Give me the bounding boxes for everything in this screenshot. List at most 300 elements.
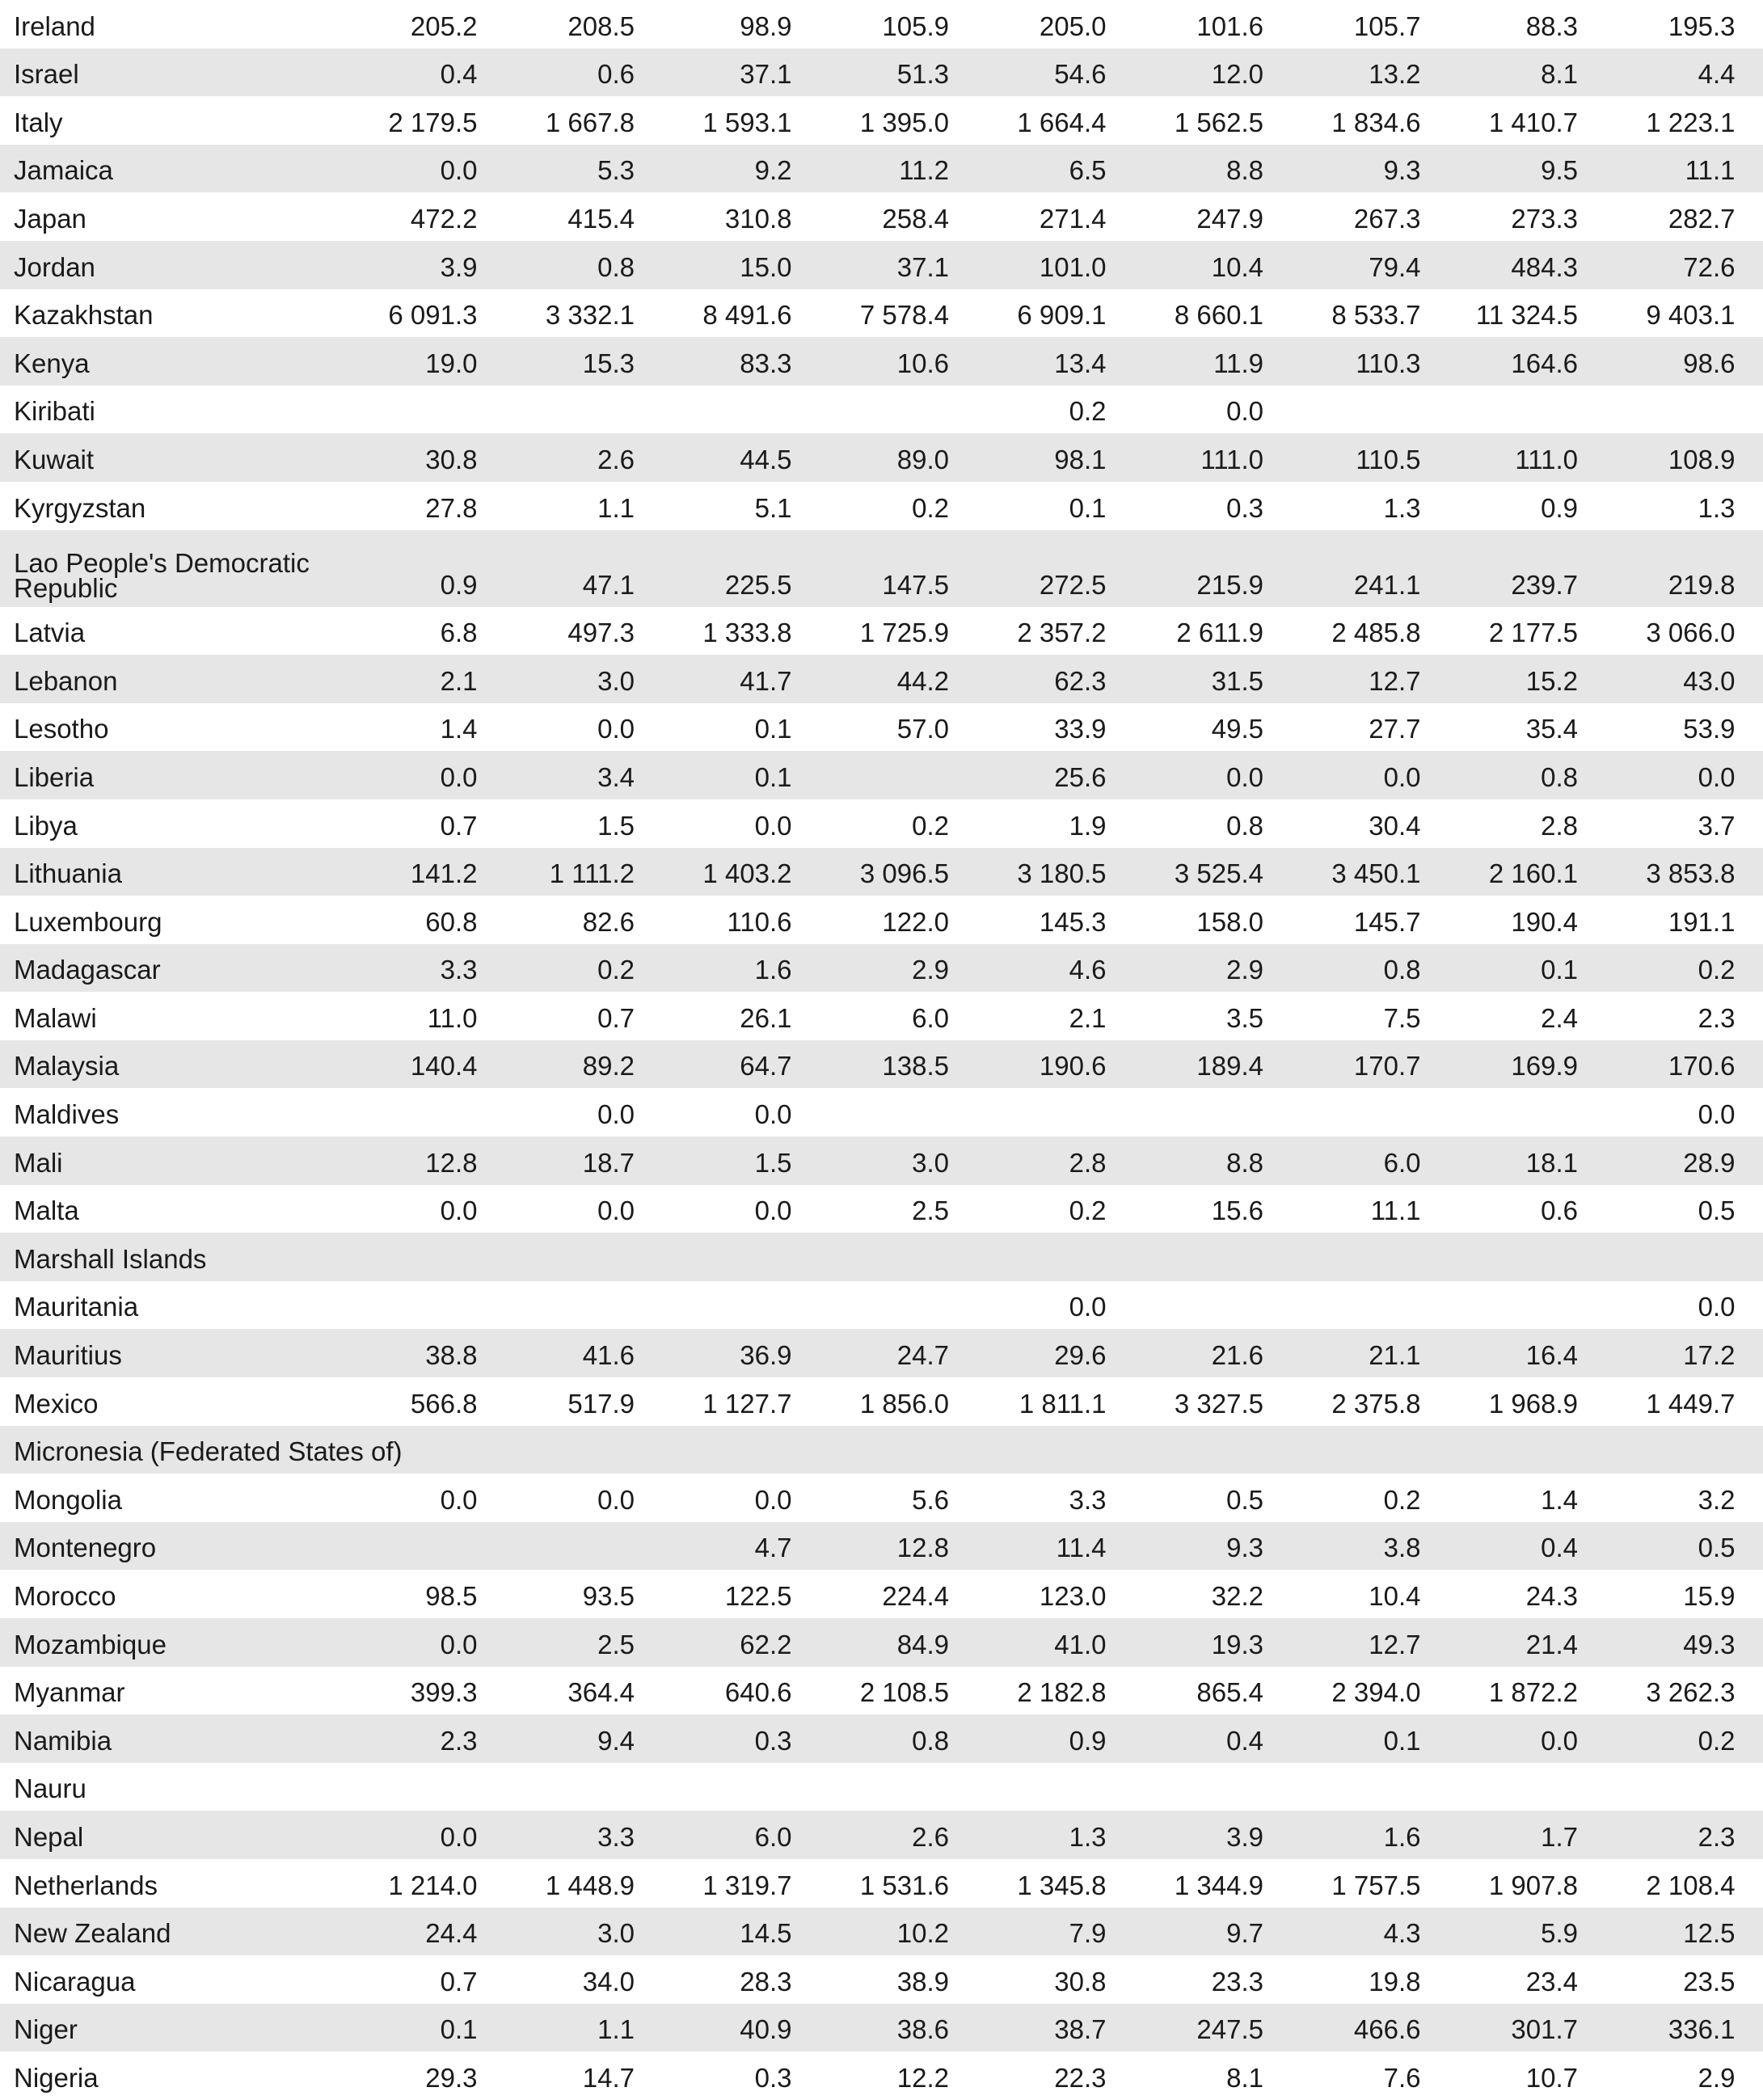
country-cell: Malawi (14, 1002, 97, 1033)
value-cell: 9.2 (754, 155, 792, 186)
value-cell: 640.6 (724, 1677, 792, 1708)
country-cell: Lithuania (14, 858, 122, 889)
value-cell: 219.8 (1668, 569, 1736, 600)
value-cell (1589, 1466, 1747, 1474)
value-cell: 0.4 (1541, 1533, 1578, 1563)
value-cell (646, 1803, 803, 1811)
value-cell: 1 834.6 (1331, 107, 1421, 137)
value-cell: 0.2 (1069, 396, 1107, 427)
value-cell: 8 660.1 (1174, 300, 1263, 331)
value-cell: 0.0 (754, 1195, 792, 1226)
table-row (0, 433, 1763, 482)
value-cell (1118, 1322, 1276, 1329)
value-cell: 15.0 (740, 251, 792, 282)
value-cell: 0.0 (1226, 396, 1263, 427)
value-cell: 30.4 (1369, 810, 1421, 841)
table-row (0, 1763, 1763, 1811)
value-cell: 22.3 (1054, 2062, 1107, 2093)
table-row (0, 1522, 1763, 1571)
value-cell: 18.7 (582, 1147, 635, 1178)
value-cell: 5.1 (754, 492, 792, 523)
table-row (0, 1811, 1763, 1859)
value-cell: 9.4 (597, 1725, 635, 1756)
value-cell: 3.4 (597, 761, 635, 792)
value-cell: 1 319.7 (702, 1870, 792, 1900)
value-cell: 31.5 (1211, 665, 1263, 696)
value-cell: 5.3 (597, 155, 635, 186)
value-cell (960, 1129, 1118, 1136)
value-cell: 11.9 (1213, 348, 1263, 378)
value-cell: 271.4 (1039, 203, 1107, 234)
value-cell: 140.4 (410, 1051, 478, 1082)
country-cell: Nauru (14, 1773, 86, 1804)
value-cell: 3 525.4 (1174, 858, 1263, 889)
value-cell (1118, 1274, 1276, 1281)
value-cell: 1.3 (1069, 1821, 1107, 1852)
table-row (0, 1329, 1763, 1377)
value-cell: 1.5 (597, 810, 635, 841)
value-cell: 0.3 (754, 1725, 792, 1756)
value-cell: 14.7 (582, 2062, 635, 2093)
value-cell: 8.1 (1226, 2062, 1263, 2093)
value-cell: 38.9 (896, 1966, 949, 1997)
value-cell: 0.2 (912, 492, 949, 523)
value-cell: 2.8 (1541, 810, 1578, 841)
value-cell: 205.0 (1039, 11, 1107, 41)
value-cell (489, 1274, 647, 1281)
table-row (0, 289, 1763, 338)
value-cell: 241.1 (1353, 569, 1421, 600)
value-cell: 32.2 (1211, 1581, 1263, 1611)
value-cell: 110.6 (727, 906, 792, 937)
value-cell: 0.1 (1541, 955, 1578, 985)
value-cell: 12.7 (1369, 1629, 1421, 1659)
value-cell: 0.0 (1698, 761, 1736, 792)
value-cell: 2.3 (440, 1725, 478, 1756)
value-cell (960, 1466, 1118, 1474)
value-cell: 57.0 (896, 714, 949, 744)
table-row (0, 992, 1763, 1040)
table-row (0, 241, 1763, 289)
value-cell: 28.3 (740, 1966, 792, 1997)
value-cell: 301.7 (1511, 2014, 1578, 2045)
value-cell: 1 968.9 (1488, 1388, 1578, 1419)
value-cell: 310.8 (724, 203, 792, 234)
country-cell: Kuwait (14, 444, 95, 474)
value-cell: 1 872.2 (1488, 1677, 1578, 1708)
value-cell: 8 491.6 (702, 300, 792, 331)
value-cell: 0.7 (597, 1002, 635, 1033)
value-cell: 11.0 (427, 1002, 478, 1033)
value-cell: 105.7 (1353, 11, 1421, 41)
value-cell: 10.4 (1369, 1581, 1421, 1611)
value-cell: 1 410.7 (1488, 107, 1578, 137)
table-row (0, 2052, 1763, 2100)
value-cell: 19.0 (425, 348, 478, 378)
value-cell: 24.7 (896, 1340, 949, 1371)
value-cell: 33.9 (1054, 714, 1107, 744)
value-cell: 105.9 (882, 11, 949, 41)
value-cell (646, 1274, 803, 1281)
value-cell: 3 066.0 (1646, 618, 1736, 648)
table-row (0, 944, 1763, 993)
value-cell: 3.0 (912, 1147, 949, 1178)
value-cell: 6.0 (1383, 1147, 1421, 1178)
table-row (0, 1088, 1763, 1136)
value-cell: 0.2 (1383, 1484, 1421, 1515)
value-cell: 38.6 (896, 2014, 949, 2045)
table-row (0, 1859, 1763, 1908)
table-row (0, 1955, 1763, 2004)
value-cell: 415.4 (567, 203, 635, 234)
value-cell: 1 333.8 (702, 618, 792, 648)
value-cell: 190.6 (1039, 1051, 1107, 1082)
country-cell: Malta (14, 1195, 79, 1226)
country-cell: Israel (14, 59, 79, 90)
value-cell: 472.2 (410, 203, 478, 234)
value-cell: 0.7 (440, 810, 478, 841)
value-cell: 0.0 (754, 1484, 792, 1515)
value-cell: 49.5 (1211, 714, 1263, 744)
value-cell: 0.8 (912, 1725, 949, 1756)
table-row (0, 1474, 1763, 1522)
value-cell: 1.3 (1698, 492, 1736, 523)
value-cell: 1 403.2 (702, 858, 792, 889)
value-cell: 6.0 (912, 1002, 949, 1033)
value-cell: 30.8 (1054, 1966, 1107, 1997)
value-cell: 1.1 (597, 492, 635, 523)
value-cell: 111.0 (1515, 444, 1578, 474)
value-cell: 83.3 (740, 348, 792, 378)
value-cell: 12.8 (425, 1147, 478, 1178)
value-cell: 16.4 (1525, 1340, 1578, 1371)
value-cell: 1 562.5 (1174, 107, 1263, 137)
table-row (0, 655, 1763, 703)
value-cell: 0.3 (1226, 492, 1263, 523)
value-cell: 2 108.4 (1646, 1870, 1736, 1900)
value-cell (803, 426, 961, 433)
value-cell: 1 664.4 (1017, 107, 1107, 137)
value-cell: 7 578.4 (859, 300, 949, 331)
country-cell: Ireland (14, 11, 95, 41)
value-cell: 0.0 (1069, 1292, 1107, 1322)
value-cell: 190.4 (1511, 906, 1578, 937)
value-cell: 205.2 (410, 11, 478, 41)
value-cell: 34.0 (582, 1966, 635, 1997)
value-cell (1275, 1129, 1432, 1136)
value-cell: 21.6 (1211, 1340, 1263, 1371)
value-cell: 5.6 (912, 1484, 949, 1515)
value-cell: 1 395.0 (859, 107, 949, 137)
value-cell: 47.1 (582, 569, 635, 600)
value-cell: 0.0 (754, 1099, 792, 1130)
value-cell: 1 449.7 (1646, 1388, 1736, 1419)
country-cell: Jordan (14, 251, 95, 282)
country-cell: Lesotho (14, 714, 109, 744)
country-cell: Japan (14, 203, 86, 234)
table-row (0, 799, 1763, 848)
value-cell: 7.6 (1383, 2062, 1421, 2093)
value-cell (1589, 426, 1747, 433)
value-cell: 11.2 (899, 155, 949, 186)
value-cell: 1 757.5 (1331, 1870, 1421, 1900)
value-cell: 3.3 (1069, 1484, 1107, 1515)
value-cell: 2 108.5 (859, 1677, 949, 1708)
country-cell: Marshall Islands (14, 1243, 207, 1274)
value-cell: 3.3 (440, 955, 478, 985)
value-cell: 29.3 (425, 2062, 478, 2093)
value-cell (489, 1322, 647, 1329)
value-cell: 141.2 (410, 858, 478, 889)
value-cell: 399.3 (410, 1677, 478, 1708)
value-cell (803, 1129, 961, 1136)
value-cell: 0.0 (754, 810, 792, 841)
country-cell: Italy (14, 107, 63, 137)
value-cell: 15.6 (1211, 1195, 1263, 1226)
value-cell: 0.8 (1226, 810, 1263, 841)
value-cell: 2 177.5 (1488, 618, 1578, 648)
country-cell: Mali (14, 1147, 63, 1178)
value-cell: 98.1 (1054, 444, 1107, 474)
value-cell: 208.5 (567, 11, 635, 41)
value-cell: 466.6 (1353, 2014, 1421, 2045)
value-cell: 2.1 (1069, 1002, 1107, 1033)
value-cell: 1 214.0 (388, 1870, 478, 1900)
value-cell: 23.3 (1211, 1966, 1263, 1997)
value-cell: 865.4 (1196, 1677, 1263, 1708)
country-cell: Lao People's Democratic Republic (14, 547, 310, 603)
value-cell: 1.1 (597, 2014, 635, 2045)
value-cell: 35.4 (1525, 714, 1578, 744)
value-cell: 0.1 (1383, 1725, 1421, 1756)
country-cell: Myanmar (14, 1677, 125, 1708)
value-cell: 0.2 (1698, 1725, 1736, 1756)
value-cell: 37.1 (896, 251, 949, 282)
table-row (0, 2004, 1763, 2052)
value-cell: 517.9 (567, 1388, 635, 1419)
value-cell: 10.7 (1525, 2062, 1578, 2093)
value-cell: 11.1 (1370, 1195, 1421, 1226)
value-cell: 14.5 (740, 1918, 792, 1949)
value-cell: 27.7 (1369, 714, 1421, 744)
value-cell: 9.3 (1226, 1533, 1263, 1563)
country-cell: Jamaica (14, 155, 113, 186)
value-cell: 0.8 (1541, 761, 1578, 792)
value-cell: 82.6 (582, 906, 635, 937)
country-cell: Kenya (14, 348, 90, 378)
value-cell: 0.1 (1069, 492, 1107, 523)
value-cell: 23.4 (1525, 1966, 1578, 1997)
value-cell (331, 1803, 489, 1811)
country-cell: Niger (14, 2014, 78, 2045)
value-cell: 282.7 (1668, 203, 1736, 234)
value-cell: 0.5 (1698, 1195, 1736, 1226)
value-cell: 7.9 (1069, 1918, 1107, 1949)
value-cell (803, 1466, 961, 1474)
value-cell: 0.0 (1698, 1292, 1736, 1322)
value-cell: 195.3 (1668, 11, 1736, 41)
table-row (0, 482, 1763, 530)
value-cell: 2.6 (597, 444, 635, 474)
value-cell: 10.6 (896, 348, 949, 378)
value-cell: 169.9 (1511, 1051, 1578, 1082)
value-cell: 15.2 (1525, 665, 1578, 696)
value-cell: 1 223.1 (1646, 107, 1736, 137)
table-row (0, 751, 1763, 799)
value-cell: 3.0 (597, 1918, 635, 1949)
value-cell: 1 127.7 (702, 1388, 792, 1419)
value-cell: 0.0 (1226, 761, 1263, 792)
value-cell (646, 1466, 803, 1474)
value-cell: 0.0 (440, 761, 478, 792)
table-row (0, 1233, 1763, 1281)
value-cell: 88.3 (1525, 11, 1578, 41)
value-cell: 24.3 (1525, 1581, 1578, 1611)
value-cell: 189.4 (1196, 1051, 1263, 1082)
value-cell: 123.0 (1039, 1581, 1107, 1611)
value-cell: 215.9 (1196, 569, 1263, 600)
value-cell: 2 357.2 (1017, 618, 1107, 648)
table-row (0, 0, 1763, 48)
value-cell: 164.6 (1511, 348, 1578, 378)
value-cell: 336.1 (1668, 2014, 1736, 2045)
value-cell: 272.5 (1039, 569, 1107, 600)
value-cell: 110.3 (1356, 348, 1421, 378)
value-cell: 8.1 (1541, 59, 1578, 90)
value-cell: 5.9 (1541, 1918, 1578, 1949)
value-cell: 30.8 (425, 444, 478, 474)
value-cell: 224.4 (882, 1581, 949, 1611)
value-cell: 0.4 (440, 59, 478, 90)
value-cell: 0.5 (1698, 1533, 1736, 1563)
value-cell: 0.9 (1069, 1725, 1107, 1756)
value-cell: 0.0 (440, 1484, 478, 1515)
value-cell: 13.2 (1369, 59, 1421, 90)
value-cell: 29.6 (1054, 1340, 1107, 1371)
value-cell: 145.7 (1353, 906, 1421, 937)
value-cell: 484.3 (1511, 251, 1578, 282)
value-cell: 0.0 (440, 155, 478, 186)
value-cell: 25.6 (1054, 761, 1107, 792)
value-cell: 10.2 (896, 1918, 949, 1949)
value-cell: 6.8 (440, 618, 478, 648)
value-cell: 1.6 (1383, 1821, 1421, 1852)
value-cell: 4.6 (1069, 955, 1107, 985)
value-cell: 3.2 (1698, 1484, 1736, 1515)
value-cell: 0.0 (1541, 1725, 1578, 1756)
value-cell: 93.5 (582, 1581, 635, 1611)
table-row (0, 530, 1763, 607)
value-cell: 23.5 (1683, 1966, 1736, 1997)
value-cell: 2.3 (1698, 1002, 1736, 1033)
value-cell: 2 160.1 (1488, 858, 1578, 889)
value-cell: 28.9 (1683, 1147, 1736, 1178)
value-cell: 41.7 (740, 665, 792, 696)
value-cell: 122.5 (724, 1581, 792, 1611)
value-cell (960, 1803, 1118, 1811)
value-cell: 170.6 (1668, 1051, 1736, 1082)
value-cell (1432, 1466, 1590, 1474)
value-cell: 0.8 (1383, 955, 1421, 985)
value-cell: 3.9 (440, 251, 478, 282)
value-cell: 0.0 (1698, 1099, 1736, 1130)
value-cell: 2.1 (440, 665, 478, 696)
value-cell: 36.9 (740, 1340, 792, 1371)
value-cell: 98.9 (740, 11, 792, 41)
value-cell: 0.0 (440, 1195, 478, 1226)
value-cell: 1.4 (440, 714, 478, 744)
value-cell: 8.8 (1226, 155, 1263, 186)
value-cell: 64.7 (740, 1051, 792, 1082)
value-cell: 62.2 (740, 1629, 792, 1659)
value-cell: 1.3 (1383, 492, 1421, 523)
value-cell (331, 1274, 489, 1281)
country-cell: Madagascar (14, 955, 161, 985)
value-cell: 3.8 (1383, 1533, 1421, 1563)
value-cell: 2.4 (1541, 1002, 1578, 1033)
value-cell: 54.6 (1054, 59, 1107, 90)
value-cell: 1 344.9 (1174, 1870, 1263, 1900)
value-cell: 26.1 (740, 1002, 792, 1033)
value-cell: 0.1 (440, 2014, 478, 2045)
value-cell (646, 426, 803, 433)
table-row (0, 386, 1763, 434)
table-row (0, 703, 1763, 752)
value-cell: 10.4 (1211, 251, 1263, 282)
value-cell (1118, 1466, 1276, 1474)
value-cell: 6.0 (754, 1821, 792, 1852)
value-cell: 15.9 (1683, 1581, 1736, 1611)
country-cell: Kazakhstan (14, 300, 154, 331)
value-cell: 41.6 (582, 1340, 635, 1371)
value-cell: 11.4 (1056, 1533, 1107, 1563)
value-cell: 2.5 (597, 1629, 635, 1659)
table-row (0, 1667, 1763, 1715)
value-cell: 1 856.0 (859, 1388, 949, 1419)
value-cell: 19.8 (1369, 1966, 1421, 1997)
value-cell: 1.6 (754, 955, 792, 985)
value-cell: 9.7 (1226, 1918, 1263, 1949)
value-cell: 89.2 (582, 1051, 635, 1082)
value-cell: 101.0 (1039, 251, 1107, 282)
value-cell: 9 403.1 (1646, 300, 1736, 331)
value-cell (1275, 1274, 1432, 1281)
value-cell: 8 533.7 (1331, 300, 1421, 331)
value-cell: 12.5 (1683, 1918, 1736, 1949)
value-cell: 1 725.9 (859, 618, 949, 648)
table-row (0, 896, 1763, 944)
table-row (0, 1136, 1763, 1185)
value-cell: 273.3 (1511, 203, 1578, 234)
value-cell: 1 345.8 (1017, 1870, 1107, 1900)
country-cell: Mauritania (14, 1292, 139, 1322)
country-cell: Lebanon (14, 665, 118, 696)
value-cell: 3 096.5 (859, 858, 949, 889)
value-cell (1432, 1322, 1590, 1329)
country-cell: Luxembourg (14, 906, 162, 937)
value-cell: 0.0 (440, 1821, 478, 1852)
table-row (0, 96, 1763, 145)
value-cell: 2.5 (912, 1195, 949, 1226)
value-cell: 3.0 (597, 665, 635, 696)
table-row (0, 607, 1763, 656)
value-cell: 0.0 (597, 1099, 635, 1130)
value-cell: 0.2 (597, 955, 635, 985)
value-cell: 12.0 (1211, 59, 1263, 90)
value-cell: 4.3 (1383, 1918, 1421, 1949)
value-cell: 2 485.8 (1331, 618, 1421, 648)
value-cell: 4.7 (754, 1533, 792, 1563)
